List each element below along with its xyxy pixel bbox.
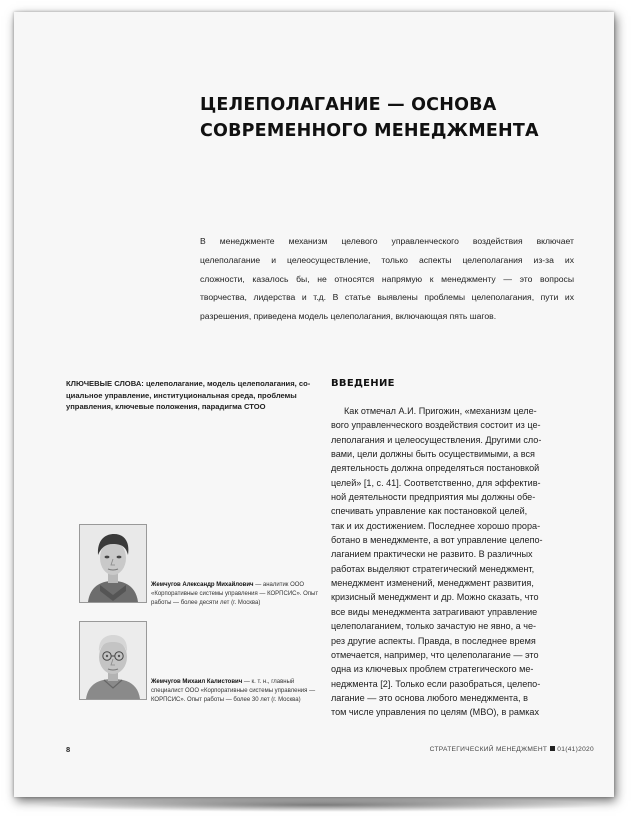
keywords-line: КЛЮЧЕВЫЕ СЛОВА: целеполагание, модель целеполагания, со- [66,379,311,388]
body-line: вого управленческого воздействия состоит из це- [331,420,541,431]
body-line: деятельность должна определяться постановкой [331,463,540,474]
body-line: целеполаганием, только зачастую не явно, а че- [331,621,537,632]
author-affiliation: «Корпоративные системы управления — КОРПСИС». Опыт [151,591,319,598]
body-line: лагание — это основа любого менеджмента, в [331,692,528,703]
author-photo-1 [79,524,147,603]
article-title [200,92,580,144]
body-line: ной деятельности предприятия мы должны обе- [331,492,536,503]
author-role: — аналитик ООО [253,582,305,588]
body-line: ботано в менеджменте, а вот управление целепо- [331,535,543,546]
title-line: СОВРЕМЕННОГО МЕНЕДЖМЕНТА [200,121,539,141]
journal-name: СТРАТЕГИЧЕСКИЙ МЕНЕДЖМЕНТ [429,746,548,753]
body-line: одна из ключевых проблем стратегического ме- [331,664,534,675]
body-line: так и их достижением. Последнее хорошо прора- [331,520,541,531]
body-line: лаганием практически не развито. В различных [331,549,533,560]
author-name: Жемчугов Александр Михайлович [151,582,254,588]
body-line: рез другие аспекты. Правда, в последнее время [331,635,536,646]
section-heading: ВВЕДЕНИЕ [331,378,395,389]
abstract-line: сложности, казалось бы, не относятся напрямую к менеджменту — это вопросы [200,273,574,284]
author-caption-2 [151,678,321,706]
keywords-line: циальное управление, институциональная среда, проблемы [66,390,297,400]
body-line: неджмента [2]. Только если разобраться, целепо- [331,678,541,689]
journal-issue: 01(41)2020 [557,746,594,753]
abstract-line: творчества, лидерства и т.д. В статье выявлены проблемы целеполагания, пути их [200,292,574,303]
body-line: вами, цели должны быть осуществимыми, а вся [331,449,535,460]
page-number: 8 [66,745,71,754]
body-line: целей» [1, с. 41]. Соответственно, для эффектив- [331,477,541,488]
author-affiliation: специалист ООО «Корпоративные системы управления — [151,688,316,695]
body-line: кризисный менеджмент и др. Можно сказать, что [331,592,539,603]
author-role: — к. т. н., главный [242,679,295,685]
abstract-line: В менеджменте механизм целевого управленческого воздействия включает [200,236,574,246]
author-photo-2 [79,621,147,700]
page-shadow [30,798,610,812]
body-line: отмечается, например, что целеполагание — это [331,649,539,660]
abstract [200,232,574,326]
author-experience: работы — более десяти лет (г. Москва) [151,600,261,607]
body-line: Как отмечал А.И. Пригожин, «механизм целе- [344,406,537,416]
author-experience: КОРПСИС». Опыт работы — более 30 лет (г. Москва) [151,697,301,704]
body-line: менеджмент изменений, менеджмент развития, [331,578,534,589]
body-text [331,404,577,720]
square-bullet-icon [550,746,555,751]
abstract-line: целеполагание и целеосуществление, только аспекты целеполагания из-за их [200,254,574,265]
author-caption-1 [151,581,321,609]
body-line: том числе управления по целям (MBO), в рамках [331,707,539,718]
keywords-line: управления, ключевые положения, парадигма СТОО [66,402,266,412]
body-line: леполагания и целеосуществления. Другими сло- [331,434,542,445]
title-line: ЦЕЛЕПОЛАГАНИЕ — ОСНОВА [200,95,497,115]
author-name: Жемчугов Михаил Калистович [151,679,243,685]
body-line: спечивать управление как постановкой целей, [331,506,528,517]
journal-footer [430,746,594,753]
keywords [66,378,316,413]
body-line: все виды менеджмента затрагивают управление [331,606,538,617]
body-line: работах выделяют стратегический менеджмент, [331,563,535,574]
abstract-line: разрешения, приведена модель целеполагания, включающая пять шагов. [200,311,497,322]
